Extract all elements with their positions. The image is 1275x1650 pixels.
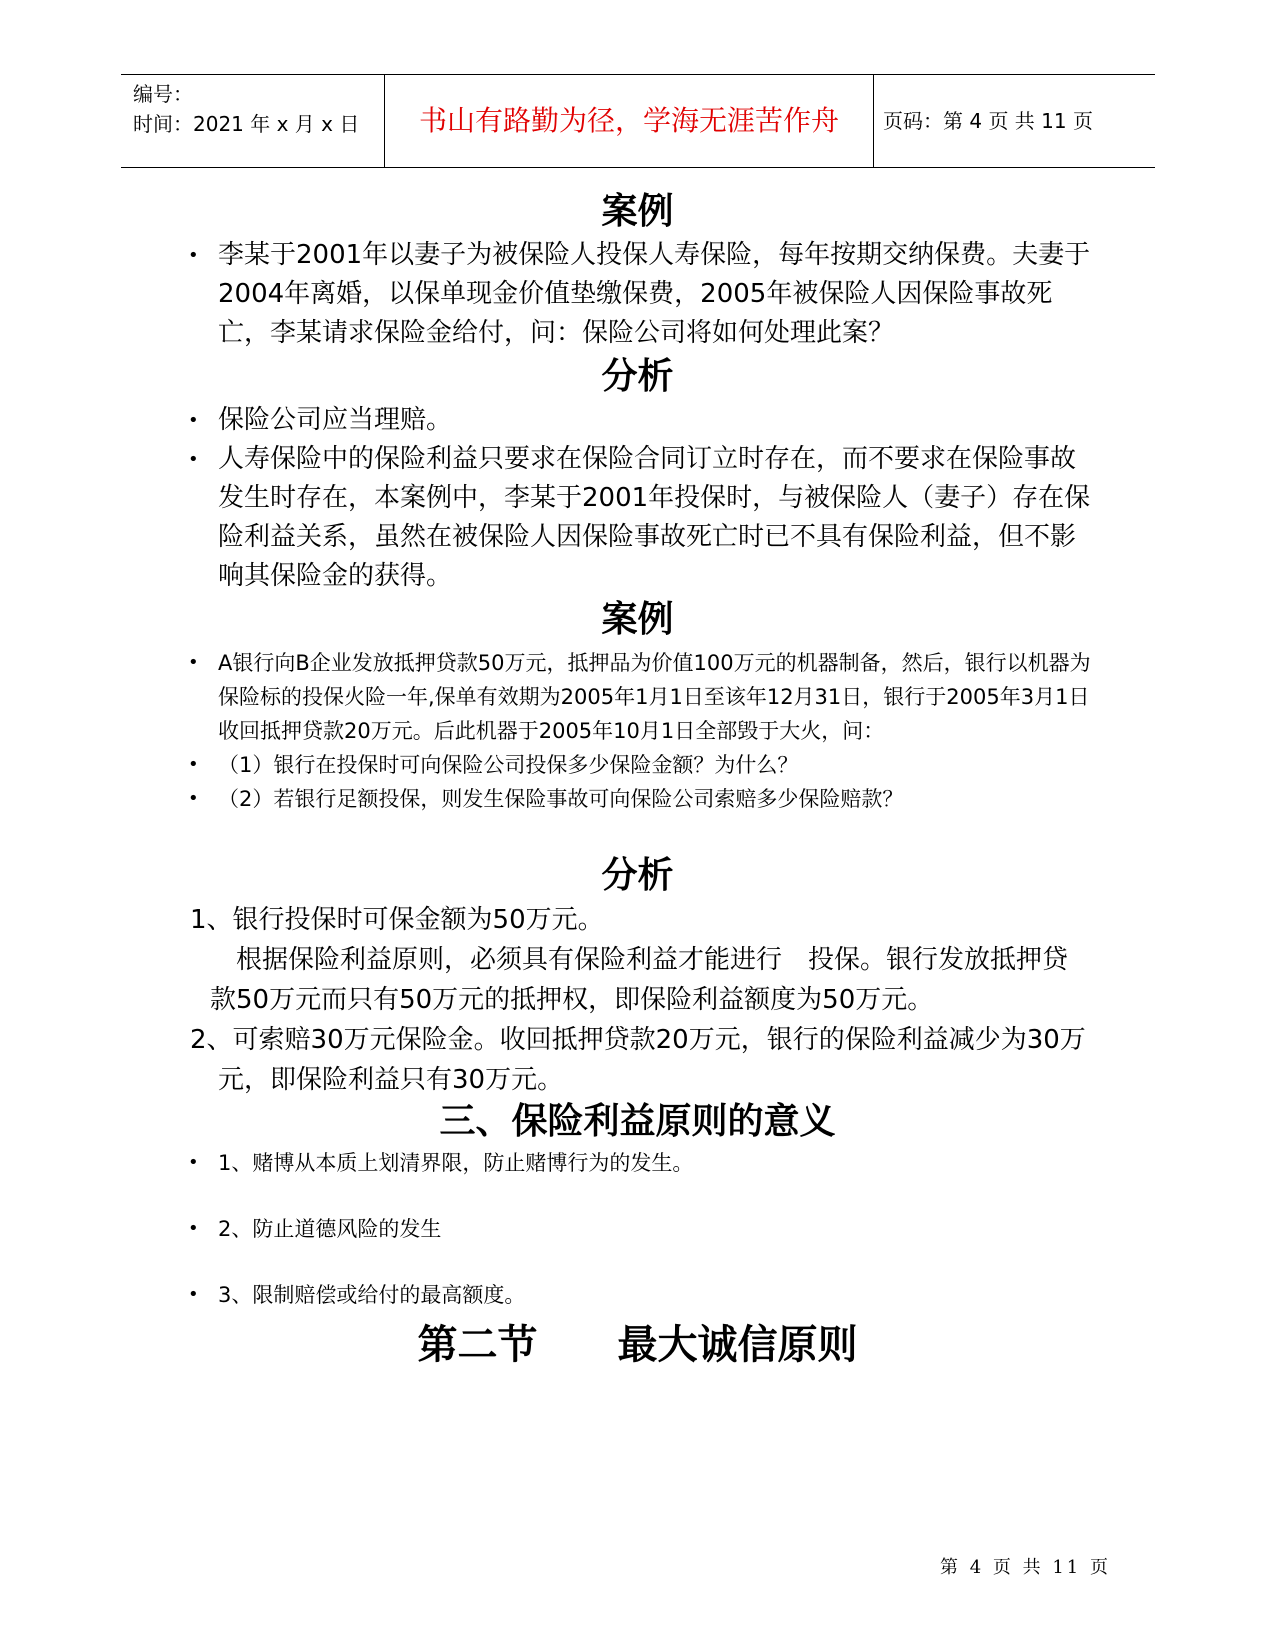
analysis1-heading: 分析 xyxy=(601,356,674,397)
document-number-label: 编号： xyxy=(133,82,193,106)
analysis2-point1: 1、银行投保时可保金额为50万元。 xyxy=(190,905,604,935)
analysis1-list xyxy=(218,401,1098,596)
document-body xyxy=(0,190,1275,1370)
list-item: • （2）若银行足额投保，则发生保险事故可向保险公司索赔多少保险赔款？ xyxy=(218,782,1098,816)
list-item: • （1）银行在投保时可向保险公司投保多少保险金额？为什么？ xyxy=(218,748,1098,782)
header-motto: 书山有路勤为径，学海无涯苦作舟 xyxy=(418,104,839,137)
page-header xyxy=(121,74,1155,168)
page-footer: 第 4 页 共 11 页 xyxy=(940,1557,1111,1578)
header-divider xyxy=(873,75,874,167)
meaning-list xyxy=(218,1146,1098,1312)
case2-list xyxy=(218,646,1098,816)
header-meta xyxy=(133,79,359,139)
document-time-label: 时间：2021 年 x 月 x 日 xyxy=(133,112,360,136)
list-item: • A银行向B企业发放抵押贷款50万元，抵押品为价值100万元的机器制备，然后，银行以机器为保险标的投保火险一年,保单有效期为2005年1月1日至该年12月31日，银行于2005年3月1日收回抵押贷款20万元。后此机器于2005年10月1日全部毁于大火，问： xyxy=(218,646,1098,748)
list-item: • 保险公司应当理赔。 xyxy=(218,401,1098,440)
list-item: • 人寿保险中的保险利益只要求在保险合同订立时存在，而不要求在保险事故发生时存在，本案例中，李某于2001年投保时，与被保险人（妻子）存在保险利益关系，虽然在被保险人因保险事故死亡时已不具有保险利益，但不影响其保险金的获得。 xyxy=(218,440,1098,596)
analysis2-heading: 分析 xyxy=(601,855,674,896)
list-item: • 3、限制赔偿或给付的最高额度。 xyxy=(218,1278,1098,1312)
case2-heading: 案例 xyxy=(601,599,674,640)
meaning-heading: 三、保险利益原则的意义 xyxy=(439,1101,836,1142)
case1-text: • 李某于2001年以妻子为被保险人投保人寿保险，每年按期交纳保费。夫妻于2004年离婚，以保单现金价值垫缴保费，2005年被保险人因保险事故死亡，李某请求保险金给付，问：保险公司将如何处理此案？ xyxy=(218,236,1098,353)
case1-list xyxy=(218,236,1098,353)
list-item: • 1、赌博从本质上划清界限，防止赌博行为的发生。 xyxy=(218,1146,1098,1180)
header-page-info: 页码：第 4 页 共 11 页 xyxy=(883,109,1093,133)
case1-heading: 案例 xyxy=(601,191,674,232)
analysis2-point2: 2、可索赔30万元保险金。收回抵押贷款20万元，银行的保险利益减少为30万元，即保险利益只有30万元。 xyxy=(190,1025,1086,1095)
analysis2-explanation: 根据保险利益原则，必须具有保险利益才能进行 投保。银行发放抵押贷款50万元而只有50万元的抵押权，即保险利益额度为50万元。 xyxy=(210,945,1069,1015)
list-item: • 2、防止道德风险的发生 xyxy=(218,1212,1098,1246)
analysis2-body xyxy=(190,900,1090,1100)
section2-heading: 第二节 最大诚信原则 xyxy=(417,1322,858,1368)
